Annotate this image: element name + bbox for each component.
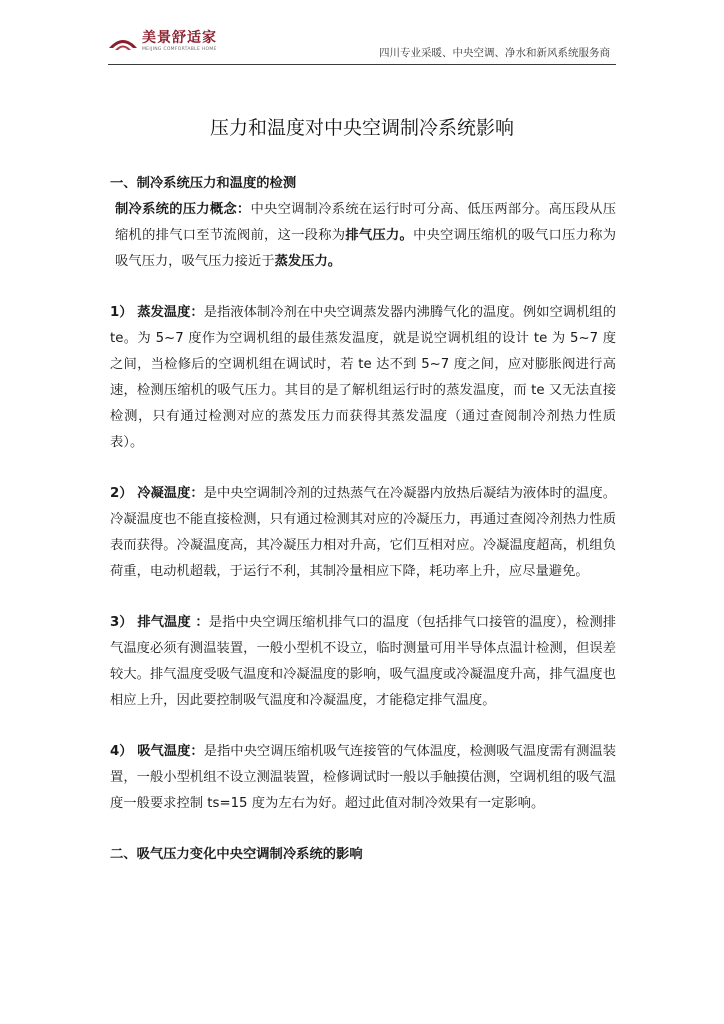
concept-text-b: 中央空调压缩机的吸气口压力称为吸气压力，吸气压力接近于 [115,228,617,269]
section-heading-1: 一、制冷系统压力和温度的检测 [110,176,297,191]
item-text: 是指中央空调压缩机排气口的温度（包括排气口接管的温度），检测排气温度必须有测温装置，一般小型机不设立，临时测量可用半导体点温计检测，但误差较大。排气温度受吸气温度和冷凝温度的影响，吸气温度或冷凝温度升高，排气温度也相应上升，因此要控制吸气温度和冷凝温度，才能稳定排气温度。 [110,615,616,708]
item-label: 3） 排气温度 ： [110,615,209,630]
page-header [108,30,616,65]
brand-name: 美景舒适家 [142,30,217,46]
concept-bold-b: 蒸发压力。 [274,254,342,269]
concept-text-a: 中央空调制冷系统在运行时可分高、低压两部分。高压段从压缩机的排气口至节流阀前，这一段称为 [115,202,617,243]
list-item [110,610,616,714]
list-item [110,481,616,585]
brand-subtitle: MEIJING COMFORTABLE HOME [142,47,217,52]
item-label: 4） 吸气温度： [110,744,204,759]
item-label: 2） 冷凝温度： [110,486,204,501]
document-body [110,171,616,868]
document-title: 压力和温度对中央空调制冷系统影响 [209,117,514,139]
item-text: 是中央空调制冷剂的过热蒸气在冷凝器内放热后凝结为液体时的温度。冷凝温度也不能直接检测，只有通过检测其对应的冷凝压力，再通过查阅冷剂热力性质表而获得。冷凝温度高，其冷凝压力相对升高，它们互相对应。冷凝温度超高，机组负荷重，电动机超载，于运行不利，其制冷量相应下降，耗功率上升，应尽量避免。 [110,486,617,579]
list-item [110,300,616,456]
item-text: 是指液体制冷剂在中央空调蒸发器内沸腾气化的温度。例如空调机组的 te。为 5~7 度作为空调机组的最佳蒸发温度，就是说空调机组的设计 te 为 5~7 度之间，当检修后的空调机组在调试时，若 te 达不到 5~7 度之间，应对膨胀阀进行高速，检测压缩机的吸气压力。其目的是了解机组运行时的蒸发温度，而 te 又无法直接检测，只有通过检测对应的蒸发压力而获得其蒸发温度（通过查阅制冷剂热力性质表）。 [110,305,617,450]
list-item [110,739,616,817]
header-tagline: 四川专业采暖、中央空调、净水和新风系统服务商 [379,47,610,59]
brand-logo [108,30,217,60]
item-label: 1） 蒸发温度： [110,305,204,320]
pressure-concept-paragraph [110,197,616,275]
item-text: 是指中央空调压缩机吸气连接管的气体温度，检测吸气温度需有测温装置，一般小型机组不设立测温装置，检修调试时一般以手触摸估测，空调机组的吸气温度一般要求控制 ts=15 度为左右为好。超过此值对制冷效果有一定影响。 [110,744,617,811]
concept-bold-a: 排气压力。 [345,228,414,243]
roof-logo-icon [108,30,138,52]
section-heading-2: 二、吸气压力变化中央空调制冷系统的影响 [110,847,363,862]
concept-label: 制冷系统的压力概念： [115,202,251,217]
